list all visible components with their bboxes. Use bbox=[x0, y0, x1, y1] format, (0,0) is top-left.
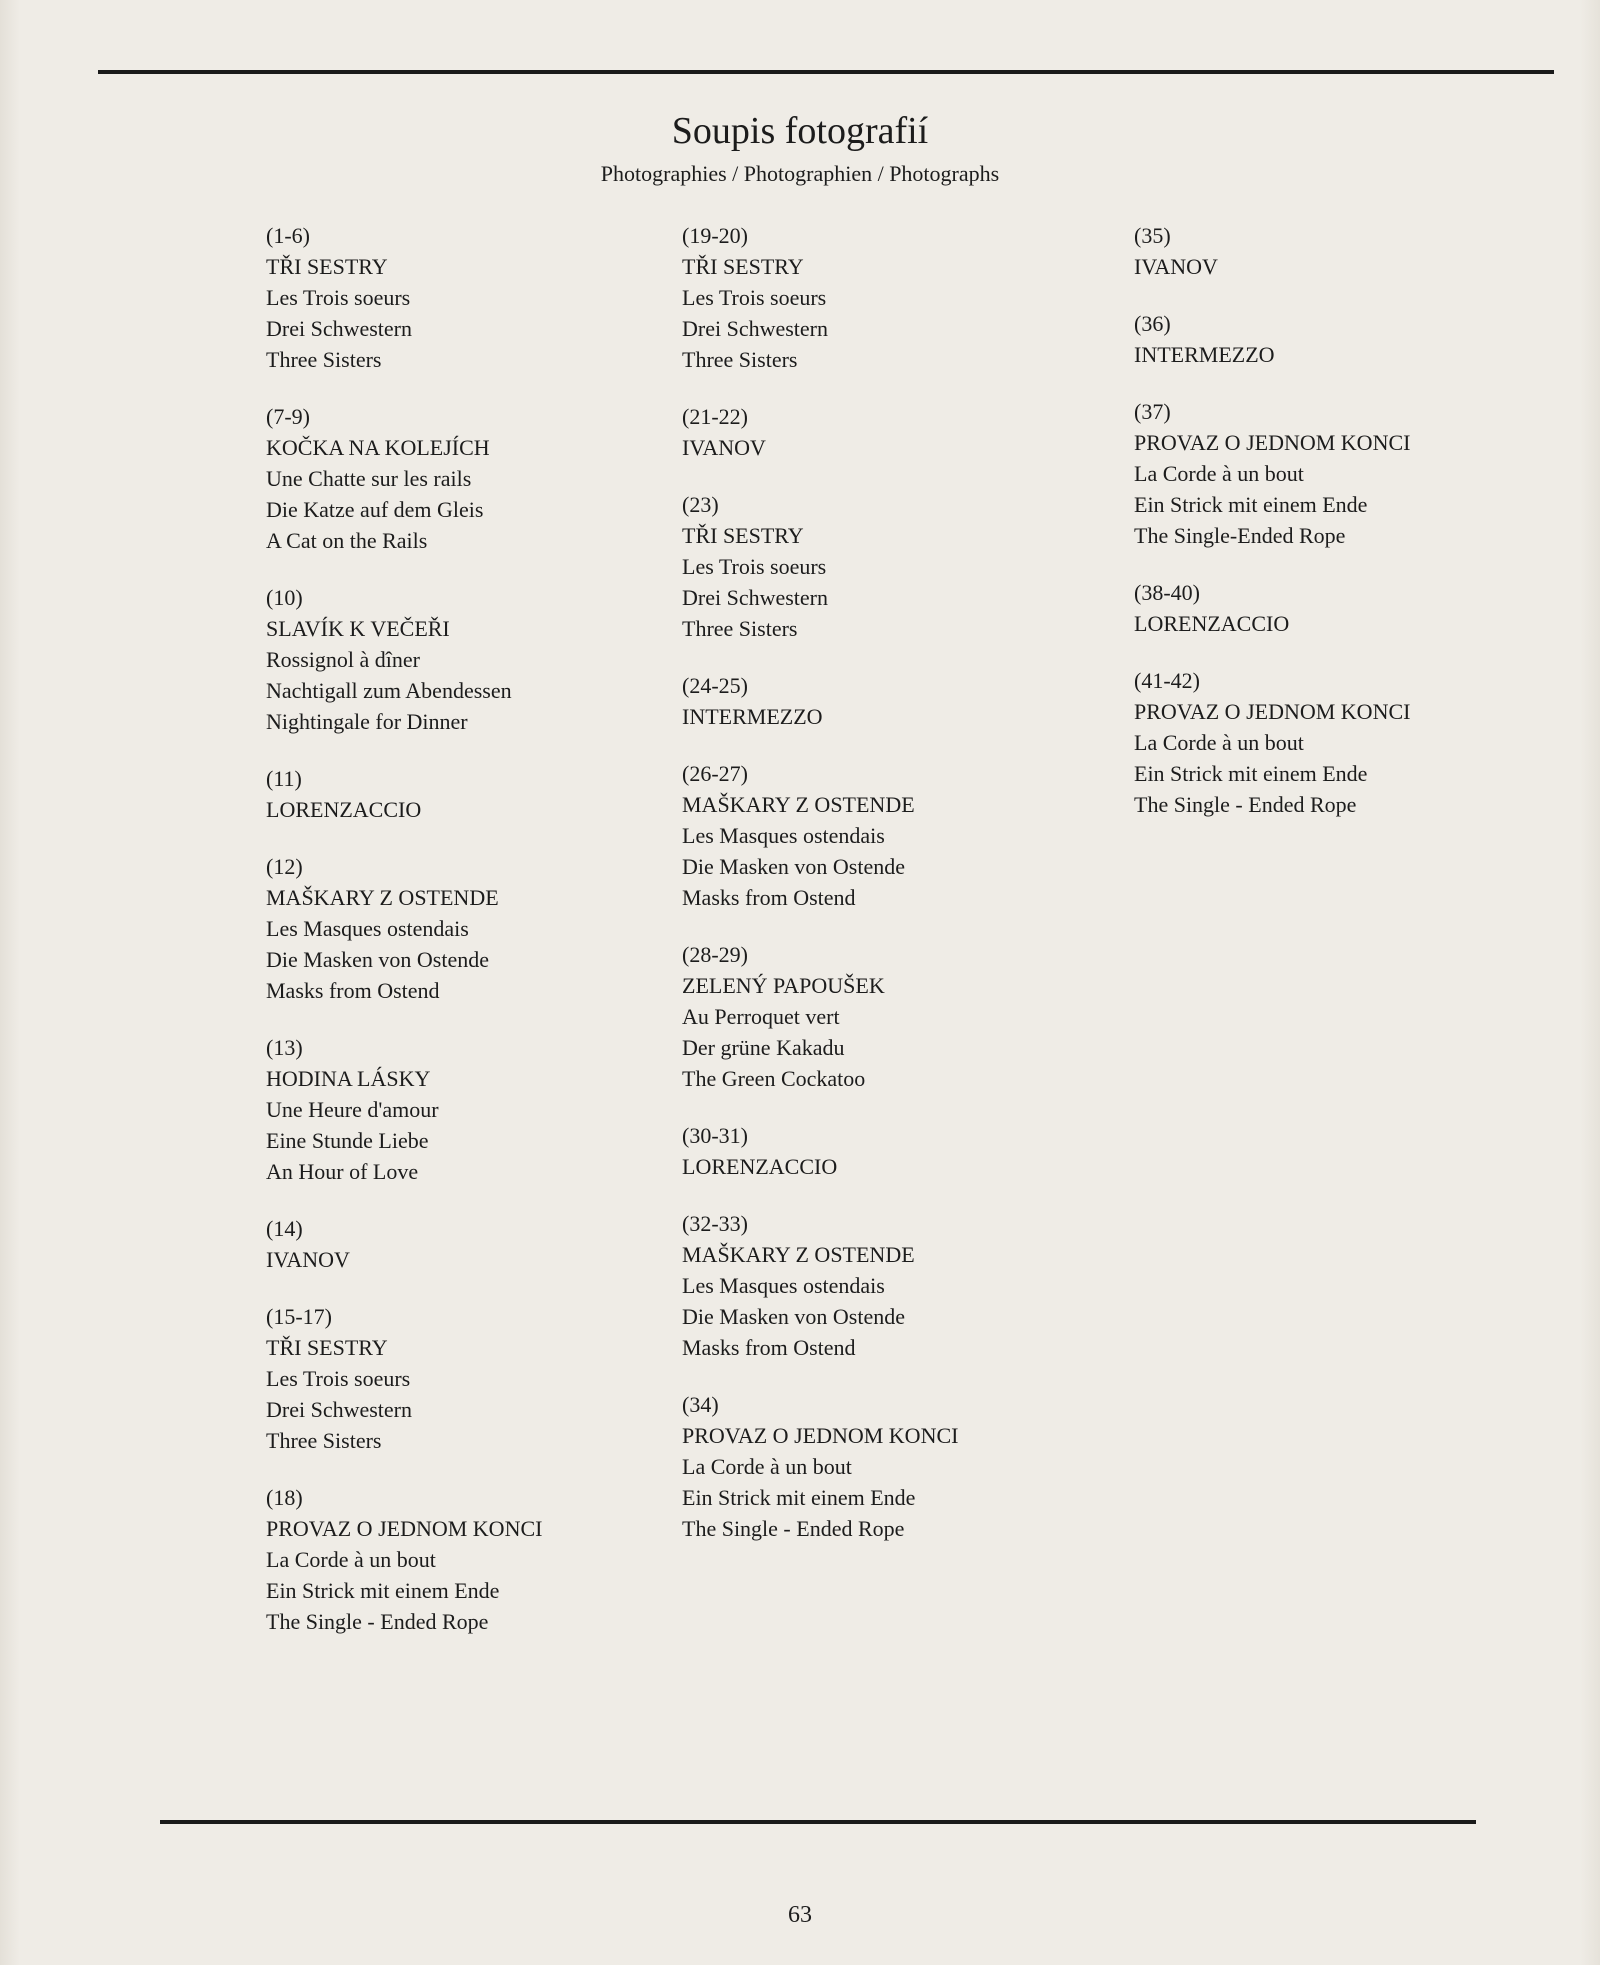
play-title: MAŠKARY Z OSTENDE bbox=[266, 885, 499, 910]
photo-number: (11) bbox=[266, 766, 302, 791]
photo-number: (36) bbox=[1134, 311, 1171, 336]
play-title: LORENZACCIO bbox=[266, 797, 422, 822]
photo-entry bbox=[266, 1213, 542, 1275]
translated-title: Ein Strick mit einem Ende bbox=[682, 1485, 916, 1510]
photo-number: (34) bbox=[682, 1392, 719, 1417]
play-title: IVANOV bbox=[266, 1247, 350, 1272]
play-title: PROVAZ O JEDNOM KONCI bbox=[1134, 699, 1411, 724]
bottom-rule bbox=[160, 1820, 1476, 1824]
play-title: HODINA LÁSKY bbox=[266, 1066, 431, 1091]
translated-title: Une Chatte sur les rails bbox=[266, 466, 472, 491]
play-title: INTERMEZZO bbox=[682, 704, 823, 729]
translated-title: Les Masques ostendais bbox=[682, 823, 885, 848]
top-rule bbox=[98, 70, 1554, 74]
photo-entry bbox=[682, 1389, 958, 1544]
translated-title: Drei Schwestern bbox=[266, 316, 413, 341]
photo-number: (12) bbox=[266, 854, 303, 879]
translated-title: Three Sisters bbox=[682, 347, 798, 372]
translated-title: Der grüne Kakadu bbox=[682, 1035, 845, 1060]
translated-title: Three Sisters bbox=[682, 616, 798, 641]
photo-number: (24-25) bbox=[682, 673, 748, 698]
translated-title: La Corde à un bout bbox=[682, 1454, 852, 1479]
photo-number: (26-27) bbox=[682, 761, 748, 786]
translated-title: Drei Schwestern bbox=[682, 316, 829, 341]
translated-title: Une Heure d'amour bbox=[266, 1097, 439, 1122]
photo-entry bbox=[266, 220, 542, 375]
translated-title: Les Masques ostendais bbox=[682, 1273, 885, 1298]
photo-number: (28-29) bbox=[682, 942, 748, 967]
play-title: TŘI SESTRY bbox=[682, 254, 804, 279]
photo-entry bbox=[682, 220, 958, 375]
photo-entry bbox=[266, 1482, 542, 1637]
translated-title: Au Perroquet vert bbox=[682, 1004, 840, 1029]
photo-entry bbox=[682, 670, 958, 732]
page-subtitle: Photographies / Photographien / Photographs bbox=[600, 161, 1000, 186]
translated-title: Masks from Ostend bbox=[682, 1335, 856, 1360]
photo-entry bbox=[266, 401, 542, 556]
photo-number: (30-31) bbox=[682, 1123, 748, 1148]
photo-number: (10) bbox=[266, 585, 303, 610]
photo-entry bbox=[266, 763, 542, 825]
play-title: IVANOV bbox=[682, 435, 766, 460]
photo-number: (7-9) bbox=[266, 404, 310, 429]
translated-title: Three Sisters bbox=[266, 347, 382, 372]
translated-title: Die Masken von Ostende bbox=[682, 1304, 906, 1329]
play-title: MAŠKARY Z OSTENDE bbox=[682, 1242, 915, 1267]
photo-entry bbox=[266, 1301, 542, 1456]
translated-title: The Single - Ended Rope bbox=[1134, 792, 1357, 817]
photo-number: (41-42) bbox=[1134, 668, 1200, 693]
column-3 bbox=[1134, 220, 1410, 846]
page-title: Soupis fotografií bbox=[671, 110, 929, 152]
play-title: TŘI SESTRY bbox=[682, 523, 804, 548]
play-title: PROVAZ O JEDNOM KONCI bbox=[266, 1516, 543, 1541]
translated-title: Three Sisters bbox=[266, 1428, 382, 1453]
translated-title: Les Trois soeurs bbox=[682, 285, 827, 310]
translated-title: Drei Schwestern bbox=[266, 1397, 413, 1422]
translated-title: Die Masken von Ostende bbox=[266, 947, 490, 972]
translated-title: La Corde à un bout bbox=[266, 1547, 436, 1572]
photo-entry bbox=[266, 1032, 542, 1187]
photo-entry bbox=[1134, 396, 1410, 551]
page-number: 63 bbox=[788, 1902, 812, 1928]
photo-number: (15-17) bbox=[266, 1304, 332, 1329]
photo-number: (19-20) bbox=[682, 223, 748, 248]
translated-title: Ein Strick mit einem Ende bbox=[266, 1578, 500, 1603]
translated-title: Die Katze auf dem Gleis bbox=[266, 497, 484, 522]
photo-number: (21-22) bbox=[682, 404, 748, 429]
play-title: LORENZACCIO bbox=[682, 1154, 838, 1179]
column-2 bbox=[682, 220, 958, 1570]
play-title: PROVAZ O JEDNOM KONCI bbox=[682, 1423, 959, 1448]
photo-entry bbox=[1134, 665, 1410, 820]
play-title: KOČKA NA KOLEJÍCH bbox=[266, 435, 490, 460]
translated-title: The Single - Ended Rope bbox=[682, 1516, 905, 1541]
photo-entry bbox=[682, 401, 958, 463]
translated-title: Drei Schwestern bbox=[682, 585, 829, 610]
photo-entry bbox=[682, 489, 958, 644]
photo-entry bbox=[682, 1120, 958, 1182]
photo-number: (1-6) bbox=[266, 223, 310, 248]
translated-title: Les Trois soeurs bbox=[266, 1366, 411, 1391]
play-title: SLAVÍK K VEČEŘI bbox=[266, 616, 450, 641]
translated-title: The Green Cockatoo bbox=[682, 1066, 866, 1091]
photo-number: (23) bbox=[682, 492, 719, 517]
translated-title: Eine Stunde Liebe bbox=[266, 1128, 429, 1153]
photo-entry bbox=[266, 582, 542, 737]
play-title: ZELENÝ PAPOUŠEK bbox=[682, 973, 885, 998]
translated-title: Nachtigall zum Abendessen bbox=[266, 678, 512, 703]
photo-number: (37) bbox=[1134, 399, 1171, 424]
translated-title: Masks from Ostend bbox=[266, 978, 440, 1003]
play-title: TŘI SESTRY bbox=[266, 254, 388, 279]
photo-entry bbox=[1134, 220, 1410, 282]
photo-entry bbox=[1134, 577, 1410, 639]
play-title: TŘI SESTRY bbox=[266, 1335, 388, 1360]
photo-number: (35) bbox=[1134, 223, 1171, 248]
play-title: INTERMEZZO bbox=[1134, 342, 1275, 367]
photo-number: (38-40) bbox=[1134, 580, 1200, 605]
photo-entry bbox=[682, 1208, 958, 1363]
play-title: IVANOV bbox=[1134, 254, 1218, 279]
photo-number: (14) bbox=[266, 1216, 303, 1241]
translated-title: An Hour of Love bbox=[266, 1159, 419, 1184]
translated-title: Les Trois soeurs bbox=[266, 285, 411, 310]
photo-number: (32-33) bbox=[682, 1211, 748, 1236]
translated-title: Les Trois soeurs bbox=[682, 554, 827, 579]
translated-title: The Single-Ended Rope bbox=[1134, 523, 1346, 548]
play-title: MAŠKARY Z OSTENDE bbox=[682, 792, 915, 817]
column-1 bbox=[266, 220, 542, 1663]
photo-entry bbox=[682, 758, 958, 913]
photo-entry bbox=[1134, 308, 1410, 370]
play-title: PROVAZ O JEDNOM KONCI bbox=[1134, 430, 1411, 455]
translated-title: Ein Strick mit einem Ende bbox=[1134, 761, 1368, 786]
translated-title: Rossignol à dîner bbox=[266, 647, 420, 672]
translated-title: La Corde à un bout bbox=[1134, 730, 1304, 755]
translated-title: Masks from Ostend bbox=[682, 885, 856, 910]
photo-entry bbox=[682, 939, 958, 1094]
photo-number: (13) bbox=[266, 1035, 303, 1060]
translated-title: Nightingale for Dinner bbox=[266, 709, 468, 734]
translated-title: The Single - Ended Rope bbox=[266, 1609, 489, 1634]
play-title: LORENZACCIO bbox=[1134, 611, 1290, 636]
photo-number: (18) bbox=[266, 1485, 303, 1510]
translated-title: Ein Strick mit einem Ende bbox=[1134, 492, 1368, 517]
translated-title: Die Masken von Ostende bbox=[682, 854, 906, 879]
translated-title: Les Masques ostendais bbox=[266, 916, 469, 941]
translated-title: A Cat on the Rails bbox=[266, 528, 428, 553]
photo-entry bbox=[266, 851, 542, 1006]
translated-title: La Corde à un bout bbox=[1134, 461, 1304, 486]
